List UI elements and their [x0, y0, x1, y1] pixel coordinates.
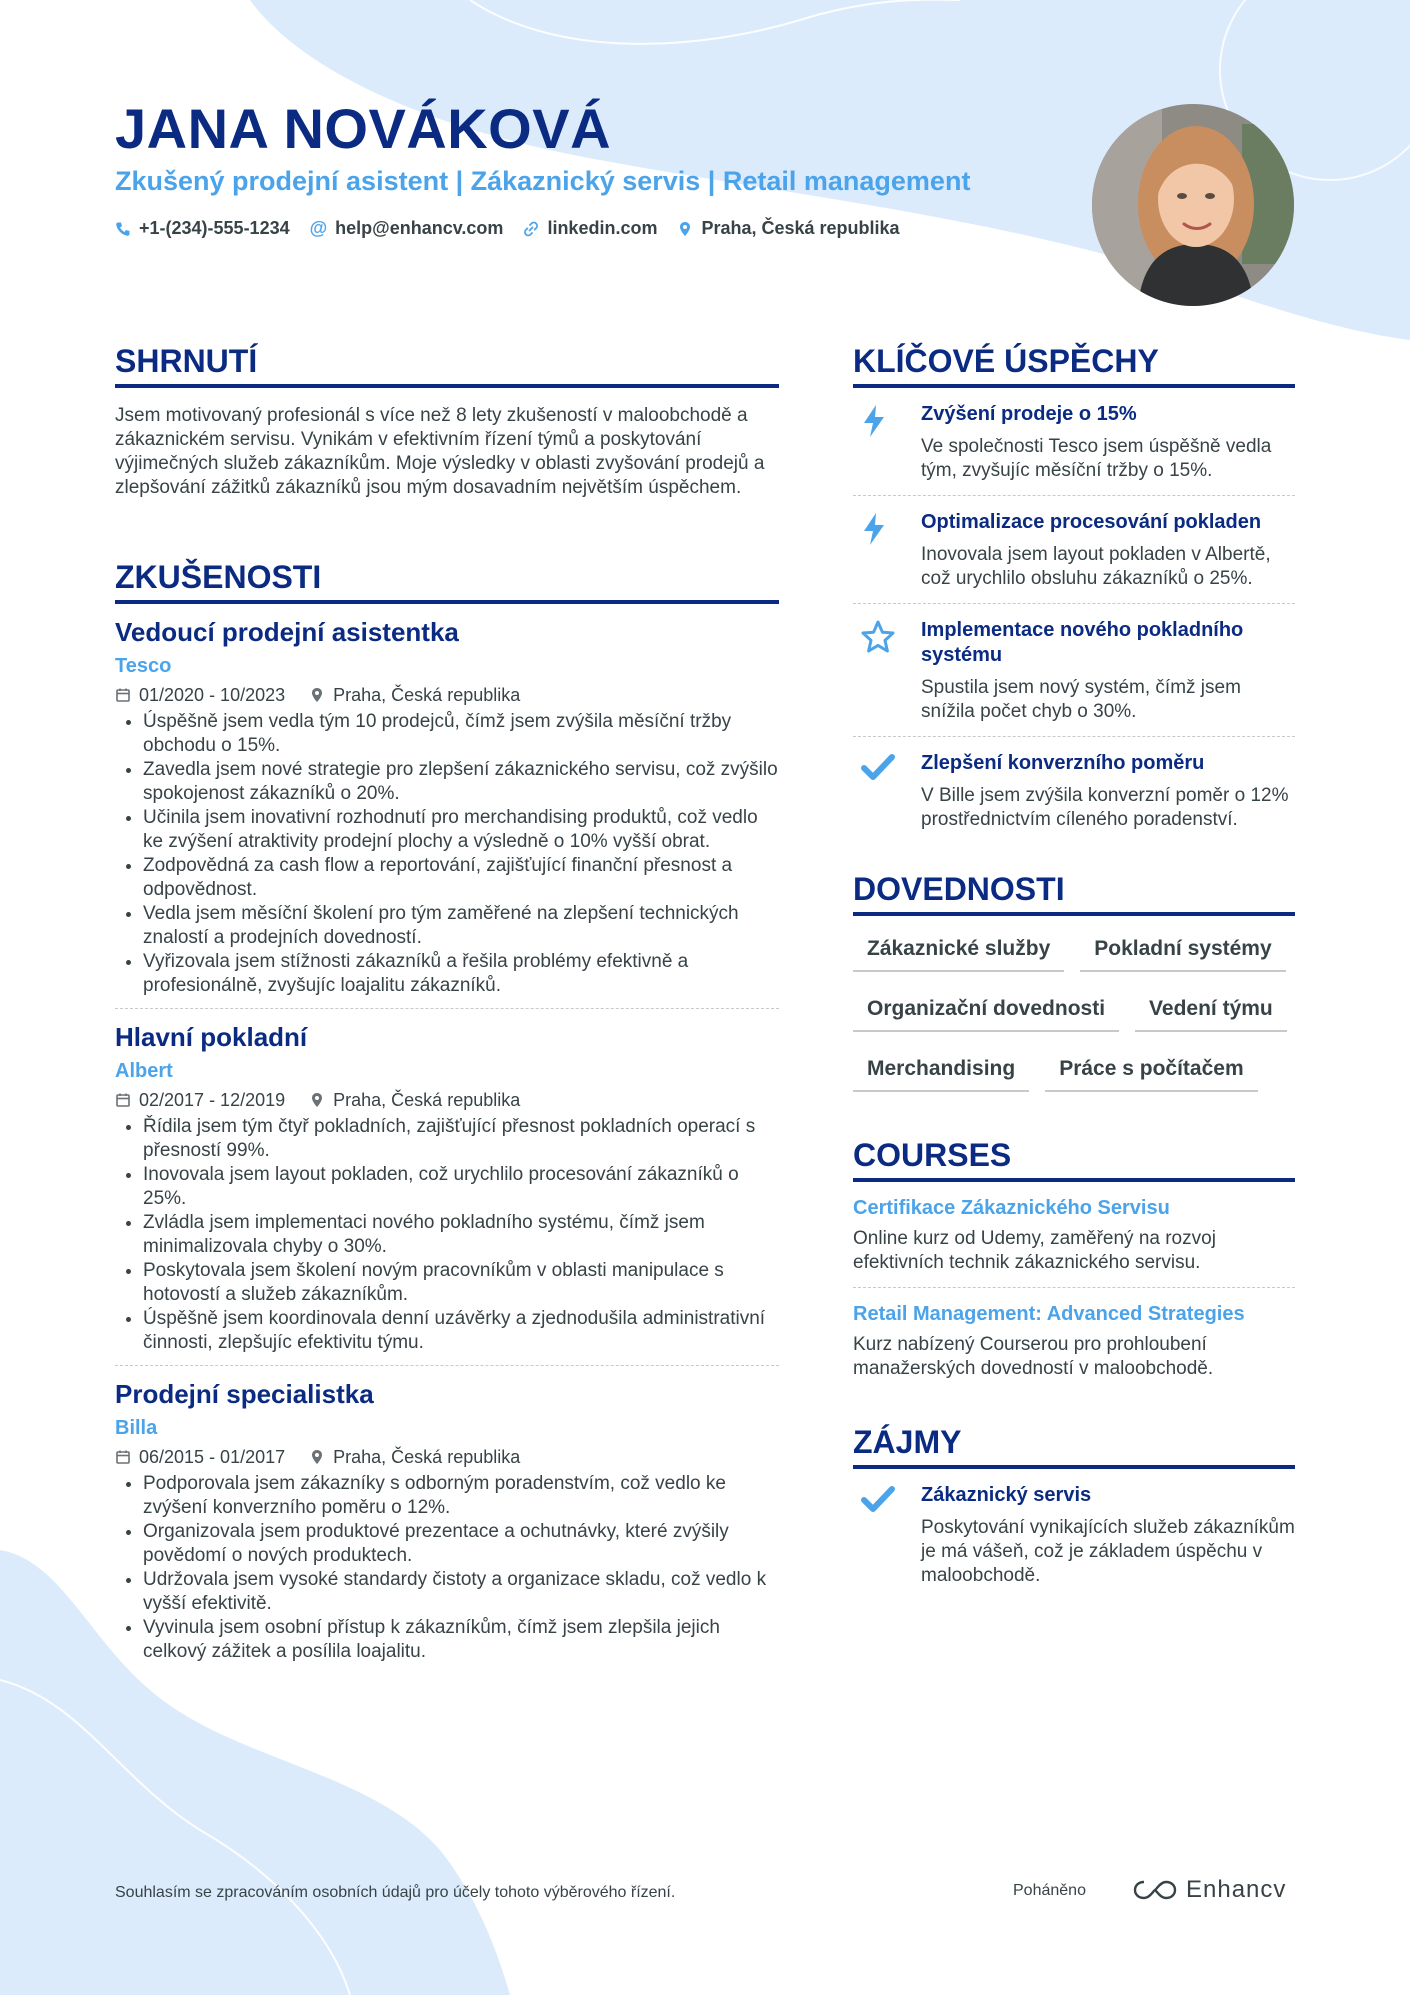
skill-tag: Merchandising [853, 1056, 1029, 1092]
skill-tag: Vedení týmu [1135, 996, 1287, 1032]
job-title: Hlavní pokladní [115, 1022, 308, 1052]
job-dates [115, 684, 285, 706]
achievement-desc: Spustila jsem nový systém, čímž jsem snížila počet chyb o 30%. [921, 677, 1241, 722]
phone-icon [115, 221, 131, 237]
job-dates [115, 1446, 285, 1468]
course-item [853, 1182, 1295, 1288]
job-meta [115, 1089, 779, 1111]
skills-list [853, 936, 1295, 1092]
summary-section [115, 342, 779, 500]
interest-desc: Poskytování vynikajících služeb zákazníkům je má vášeň, což je základem úspěchu v maloobchodě. [921, 1517, 1295, 1586]
job-bullet: • Úspěšně jsem koordinovala denní uzávěrky a zjednodušila administrativní činnosti, zlepšujíc efektivitu týmu. [143, 1307, 779, 1355]
job-bullet: • Zavedla jsem nové strategie pro zlepšení zákaznického servisu, což zvýšilo spokojenost zákazníků o 20%. [143, 758, 779, 806]
course-desc: Online kurz od Udemy, zaměřený na rozvoj efektivních technik zákaznického servisu. [853, 1228, 1216, 1273]
link-icon [523, 221, 539, 237]
star-icon [861, 620, 895, 654]
achievement-item [853, 737, 1295, 844]
job-entry [115, 616, 779, 1009]
calendar-icon [115, 687, 131, 703]
job-bullet: • Vedla jsem měsíční školení pro tým zaměřené na zlepšení technických znalostí a prodejních dovedností. [143, 902, 779, 950]
job-location-text: Praha, Česká republika [333, 1447, 521, 1467]
job-meta [115, 1446, 779, 1468]
job-location-text: Praha, Česká republika [333, 685, 521, 705]
achievement-title: Zvýšení prodeje o 15% [921, 403, 1137, 425]
linkedin-text: linkedin.com [547, 218, 658, 238]
job-title: Prodejní specialistka [115, 1379, 374, 1409]
location-pin-icon [677, 221, 693, 237]
skills-section [853, 870, 1295, 1092]
course-item [853, 1288, 1295, 1393]
job-bullets [115, 1115, 779, 1355]
achievements-heading: KLÍČOVÉ ÚSPĚCHY [853, 342, 1295, 388]
course-desc: Kurz nabízený Courserou pro prohloubení manažerských dovedností v maloobchodě. [853, 1334, 1214, 1379]
job-dates-text: 06/2015 - 01/2017 [139, 1447, 286, 1467]
email-text: help@enhancv.com [335, 218, 504, 238]
job-title: Vedoucí prodejní asistentka [115, 617, 459, 647]
location-pin-icon [309, 1449, 325, 1465]
enhancv-logo-icon [1132, 1878, 1178, 1902]
job-location [309, 1446, 520, 1468]
summary-text: Jsem motivovaný profesionál s více než 8 lety zkušeností v maloobchodě a zákaznickém servisu. Vynikám v efektivním řízení týmů a poskytování výjimečných služeb zákazníkům. Moje výsledky v oblasti zvyšování prodejů a zlepšování zážitků zákazníků jsou mým dosavadním největším úspěchem. [115, 405, 765, 498]
job-entry [115, 1021, 779, 1366]
bolt-icon [861, 404, 887, 438]
job-bullet: • Úspěšně jsem vedla tým 10 prodejců, čímž jsem zvýšila měsíční tržby obchodu o 15%. [143, 710, 779, 758]
location-pin-icon [309, 1092, 325, 1108]
courses-heading: COURSES [853, 1136, 1295, 1182]
job-bullet: • Inovovala jsem layout pokladen, což urychlilo procesování zákazníků o 25%. [143, 1163, 779, 1211]
job-company: Albert [115, 1060, 173, 1082]
job-dates [115, 1089, 285, 1111]
course-title: Certifikace Zákaznického Servisu [853, 1197, 1170, 1219]
calendar-icon [115, 1449, 131, 1465]
job-bullet: • Udržovala jsem vysoké standardy čistoty a organizace skladu, což vedlo k vyšší efektivitě. [143, 1568, 779, 1616]
job-location [309, 684, 520, 706]
contact-linkedin[interactable] [523, 218, 657, 239]
job-company: Billa [115, 1417, 158, 1439]
at-icon: @ [309, 218, 328, 238]
right-column [853, 342, 1295, 1600]
interest-item [853, 1469, 1295, 1600]
candidate-tagline: Zkušený prodejní asistent | Zákaznický servis | Retail management [115, 166, 971, 196]
phone-text: +1-(234)-555-1234 [139, 218, 290, 238]
job-location-text: Praha, Česká republika [333, 1090, 521, 1110]
job-bullet: • Vyvinula jsem osobní přístup k zákazníkům, čímž jsem zlepšila jejich celkový zážitek a posílila loajalitu. [143, 1616, 779, 1664]
check-icon [861, 753, 895, 781]
interests-section [853, 1423, 1295, 1600]
achievement-desc: Inovovala jsem layout pokladen v Albertě, což urychlilo obsluhu zákazníků o 25%. [921, 544, 1271, 589]
left-column [115, 342, 779, 1674]
brand-logo[interactable] [1132, 1876, 1286, 1904]
achievement-title: Zlepšení konverzního poměru [921, 752, 1205, 774]
contact-bar [115, 218, 900, 239]
achievement-title: Implementace nového pokladního systému [921, 619, 1244, 666]
bolt-icon [861, 512, 887, 546]
job-dates-text: 02/2017 - 12/2019 [139, 1090, 286, 1110]
achievements-section [853, 342, 1295, 844]
job-bullets [115, 1472, 779, 1664]
consent-note: Souhlasím se zpracováním osobních údajů pro účely tohoto výběrového řízení. [115, 1884, 676, 1901]
job-company: Tesco [115, 655, 172, 677]
interests-heading: ZÁJMY [853, 1423, 1295, 1469]
achievement-desc: V Bille jsem zvýšila konverzní poměr o 12% prostřednictvím cíleného poradenství. [921, 785, 1289, 830]
experience-heading: ZKUŠENOSTI [115, 558, 779, 604]
powered-by-label: Poháněno [1013, 1882, 1086, 1899]
job-bullet: • Řídila jsem tým čtyř pokladních, zajišťující přesnost pokladních operací s přesností 99%. [143, 1115, 779, 1163]
achievement-item [853, 388, 1295, 496]
job-bullet: • Podporovala jsem zákazníky s odborným poradenstvím, což vedlo ke zvýšení konverzního poměru o 12%. [143, 1472, 779, 1520]
job-dates-text: 01/2020 - 10/2023 [139, 685, 286, 705]
course-title: Retail Management: Advanced Strategies [853, 1303, 1245, 1325]
summary-heading: SHRNUTÍ [115, 342, 779, 388]
achievement-item [853, 496, 1295, 604]
courses-section [853, 1136, 1295, 1393]
achievement-title: Optimalizace procesování pokladen [921, 511, 1262, 533]
brand-name: Enhancv [1186, 1876, 1287, 1903]
job-bullet: • Vyřizovala jsem stížnosti zákazníků a řešila problémy efektivně a profesionálně, zvyšujíc loajalitu zákazníků. [143, 950, 779, 998]
skill-tag: Zákaznické služby [853, 936, 1064, 972]
experience-section [115, 558, 779, 1674]
job-bullet: • Zvládla jsem implementaci nového pokladního systému, čímž jsem minimalizovala chyby o 30%. [143, 1211, 779, 1259]
contact-phone[interactable] [115, 218, 290, 239]
candidate-name: JANA NOVÁKOVÁ [115, 97, 612, 160]
achievement-item [853, 604, 1295, 737]
achievement-desc: Ve společnosti Tesco jsem úspěšně vedla tým, zvyšujíc měsíční tržby o 15%. [921, 436, 1272, 481]
job-bullet: • Zodpovědná za cash flow a reportování, zajišťující finanční přesnost a odpovědnost. [143, 854, 779, 902]
job-bullet: • Organizovala jsem produktové prezentace a ochutnávky, které zvýšily povědomí o nových produktech. [143, 1520, 779, 1568]
job-bullet: • Učinila jsem inovativní rozhodnutí pro merchandising produktů, což vedlo ke zvýšení atraktivity prodejní plochy a výsledně o 10% vyšší obrat. [143, 806, 779, 854]
skill-tag: Organizační dovednosti [853, 996, 1119, 1032]
skill-tag: Práce s počítačem [1045, 1056, 1257, 1092]
contact-location [677, 218, 899, 239]
job-entry [115, 1378, 779, 1674]
skills-heading: DOVEDNOSTI [853, 870, 1295, 916]
job-bullets [115, 710, 779, 998]
profile-photo [1092, 104, 1294, 306]
location-text: Praha, Česká republika [701, 218, 900, 238]
check-icon [861, 1485, 895, 1513]
location-pin-icon [309, 687, 325, 703]
calendar-icon [115, 1092, 131, 1108]
job-bullet: • Poskytovala jsem školení novým pracovníkům v oblasti manipulace s hotovostí a služeb zákazníkům. [143, 1259, 779, 1307]
skill-tag: Pokladní systémy [1080, 936, 1285, 972]
interest-title: Zákaznický servis [921, 1484, 1092, 1506]
job-meta [115, 684, 779, 706]
contact-email[interactable] [310, 218, 504, 239]
job-location [309, 1089, 520, 1111]
